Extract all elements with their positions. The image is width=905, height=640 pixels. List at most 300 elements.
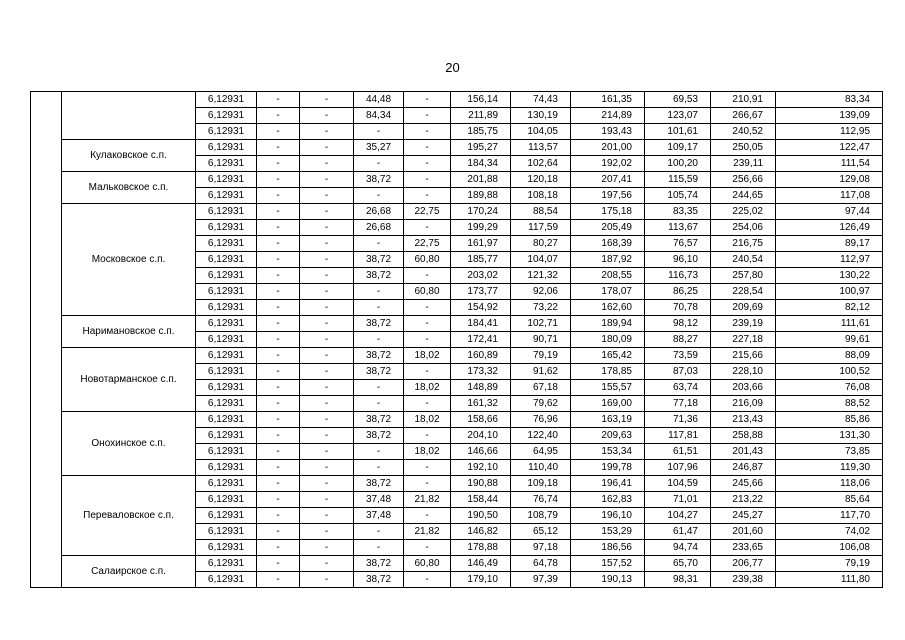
table-cell: 162,83 — [571, 492, 645, 508]
table-cell: - — [354, 156, 404, 172]
table-cell: 195,27 — [451, 140, 511, 156]
table-cell: - — [300, 348, 354, 364]
table-cell: - — [354, 124, 404, 140]
table-cell: - — [300, 316, 354, 332]
table-cell: - — [354, 380, 404, 396]
table-cell: - — [300, 284, 354, 300]
settlement-name: Салаирское с.п. — [62, 556, 196, 588]
table-cell: 258,88 — [711, 428, 776, 444]
table-cell: 201,00 — [571, 140, 645, 156]
table-cell: 208,55 — [571, 268, 645, 284]
table-cell: 80,27 — [511, 236, 571, 252]
table-cell: 74,43 — [511, 92, 571, 108]
table-cell: 172,41 — [451, 332, 511, 348]
table-cell: 254,06 — [711, 220, 776, 236]
table-cell: 6,12931 — [196, 188, 257, 204]
table-cell: - — [404, 300, 451, 316]
table-cell: 35,27 — [354, 140, 404, 156]
table-cell: 160,89 — [451, 348, 511, 364]
table-cell: - — [257, 124, 300, 140]
table-cell: 38,72 — [354, 252, 404, 268]
table-row — [31, 556, 883, 572]
table-cell: - — [257, 172, 300, 188]
table-cell: 6,12931 — [196, 156, 257, 172]
table-cell: 106,08 — [776, 540, 883, 556]
table-cell: 131,30 — [776, 428, 883, 444]
table-cell: 153,34 — [571, 444, 645, 460]
settlement-name: Онохинское с.п. — [62, 412, 196, 476]
table-cell: 102,71 — [511, 316, 571, 332]
table-cell: 6,12931 — [196, 140, 257, 156]
table-cell: - — [300, 524, 354, 540]
table-cell: - — [257, 332, 300, 348]
table-cell: 115,59 — [645, 172, 711, 188]
table-cell: 209,69 — [711, 300, 776, 316]
table-cell: - — [404, 124, 451, 140]
table-cell: 130,19 — [511, 108, 571, 124]
table-cell: 170,24 — [451, 204, 511, 220]
table-cell: 108,18 — [511, 188, 571, 204]
table-cell: 185,77 — [451, 252, 511, 268]
table-cell: 113,67 — [645, 220, 711, 236]
table-cell: - — [404, 156, 451, 172]
table-cell: 204,10 — [451, 428, 511, 444]
table-cell: - — [300, 236, 354, 252]
table-cell: 233,65 — [711, 540, 776, 556]
table-cell: 244,65 — [711, 188, 776, 204]
table-cell: - — [354, 188, 404, 204]
table-cell: 161,35 — [571, 92, 645, 108]
table-cell: 6,12931 — [196, 444, 257, 460]
table-cell: 239,19 — [711, 316, 776, 332]
table-cell: - — [257, 156, 300, 172]
table-cell: 107,96 — [645, 460, 711, 476]
table-cell: 6,12931 — [196, 172, 257, 188]
table-cell: 148,89 — [451, 380, 511, 396]
table-cell: - — [257, 556, 300, 572]
table-cell: - — [300, 364, 354, 380]
table-cell: - — [300, 300, 354, 316]
table-cell: 21,82 — [404, 524, 451, 540]
table-cell: 173,77 — [451, 284, 511, 300]
table-cell: 18,02 — [404, 444, 451, 460]
table-cell: 6,12931 — [196, 460, 257, 476]
table-cell: 104,27 — [645, 508, 711, 524]
table-cell: 225,02 — [711, 204, 776, 220]
table-cell: - — [257, 364, 300, 380]
table-cell: - — [257, 460, 300, 476]
settlement-name: Московское с.п. — [62, 204, 196, 316]
table-cell: - — [300, 380, 354, 396]
table-cell: 111,80 — [776, 572, 883, 588]
table-cell: - — [257, 316, 300, 332]
table-cell: 6,12931 — [196, 108, 257, 124]
table-cell: 102,64 — [511, 156, 571, 172]
table-body — [31, 92, 883, 588]
row-header-cell — [31, 92, 62, 588]
table-cell: - — [300, 412, 354, 428]
table-cell: 88,27 — [645, 332, 711, 348]
table-cell: 158,66 — [451, 412, 511, 428]
table-cell: 201,88 — [451, 172, 511, 188]
table-cell: 215,66 — [711, 348, 776, 364]
table-cell: 6,12931 — [196, 364, 257, 380]
table-cell: 117,70 — [776, 508, 883, 524]
table-cell: 6,12931 — [196, 124, 257, 140]
table-cell: 158,44 — [451, 492, 511, 508]
table-cell: 73,85 — [776, 444, 883, 460]
table-cell: - — [257, 540, 300, 556]
table-cell: - — [354, 236, 404, 252]
table-cell: - — [300, 172, 354, 188]
table-cell: 38,72 — [354, 428, 404, 444]
table-cell: 189,88 — [451, 188, 511, 204]
table-cell: 6,12931 — [196, 284, 257, 300]
table-cell: - — [404, 172, 451, 188]
table-cell: 184,41 — [451, 316, 511, 332]
table-cell: 117,08 — [776, 188, 883, 204]
table-cell: 76,57 — [645, 236, 711, 252]
table-cell: 214,89 — [571, 108, 645, 124]
table-cell: 6,12931 — [196, 396, 257, 412]
table-cell: 100,20 — [645, 156, 711, 172]
table-cell: 6,12931 — [196, 428, 257, 444]
table-cell: - — [300, 156, 354, 172]
table-cell: 123,07 — [645, 108, 711, 124]
table-cell: - — [404, 540, 451, 556]
settlement-name: Переваловское с.п. — [62, 476, 196, 556]
table-cell: 85,86 — [776, 412, 883, 428]
table-cell: 120,18 — [511, 172, 571, 188]
table-cell: 246,87 — [711, 460, 776, 476]
table-cell: 112,97 — [776, 252, 883, 268]
table-cell: - — [404, 508, 451, 524]
table-cell: 6,12931 — [196, 348, 257, 364]
table-cell: - — [257, 252, 300, 268]
table-cell: - — [300, 556, 354, 572]
table-cell: 73,22 — [511, 300, 571, 316]
table-cell: 87,03 — [645, 364, 711, 380]
table-cell: 71,36 — [645, 412, 711, 428]
table-cell: 154,92 — [451, 300, 511, 316]
table-cell: 201,60 — [711, 524, 776, 540]
table-cell: 121,32 — [511, 268, 571, 284]
table-cell: 6,12931 — [196, 556, 257, 572]
table-cell: 216,09 — [711, 396, 776, 412]
table-cell: 82,12 — [776, 300, 883, 316]
table-cell: 193,43 — [571, 124, 645, 140]
table-cell: 201,43 — [711, 444, 776, 460]
table-row — [31, 204, 883, 220]
table-cell: - — [354, 460, 404, 476]
table-cell: 60,80 — [404, 284, 451, 300]
table-cell: - — [257, 140, 300, 156]
table-cell: - — [257, 220, 300, 236]
table-cell: 112,95 — [776, 124, 883, 140]
table-cell: 38,72 — [354, 572, 404, 588]
table-cell: - — [404, 332, 451, 348]
table-cell: 6,12931 — [196, 252, 257, 268]
table-cell: 94,74 — [645, 540, 711, 556]
table-cell: - — [300, 108, 354, 124]
table-cell: 22,75 — [404, 204, 451, 220]
table-row — [31, 92, 883, 108]
table-cell: - — [404, 396, 451, 412]
table-cell: 196,41 — [571, 476, 645, 492]
table-cell: 6,12931 — [196, 300, 257, 316]
table-cell: 139,09 — [776, 108, 883, 124]
table-cell: 190,50 — [451, 508, 511, 524]
table-cell: 18,02 — [404, 412, 451, 428]
table-cell: - — [300, 396, 354, 412]
table-cell: 76,96 — [511, 412, 571, 428]
table-cell: 163,19 — [571, 412, 645, 428]
table-cell: 69,53 — [645, 92, 711, 108]
table-cell: 85,64 — [776, 492, 883, 508]
table-cell: 116,73 — [645, 268, 711, 284]
table-cell: - — [404, 220, 451, 236]
table-row — [31, 348, 883, 364]
table-cell: - — [257, 396, 300, 412]
table-cell: - — [300, 188, 354, 204]
tariff-table — [30, 91, 883, 588]
table-cell: 169,00 — [571, 396, 645, 412]
table-cell: 117,59 — [511, 220, 571, 236]
table-cell: - — [354, 396, 404, 412]
table-cell: 155,57 — [571, 380, 645, 396]
table-cell: 186,56 — [571, 540, 645, 556]
table-cell: 6,12931 — [196, 572, 257, 588]
table-cell: - — [404, 188, 451, 204]
table-cell: 266,67 — [711, 108, 776, 124]
table-cell: - — [404, 316, 451, 332]
table-cell: 197,56 — [571, 188, 645, 204]
table-cell: 117,81 — [645, 428, 711, 444]
table-cell: - — [257, 412, 300, 428]
table-cell: 96,10 — [645, 252, 711, 268]
table-cell: 6,12931 — [196, 476, 257, 492]
settlement-name: Кулаковское с.п. — [62, 140, 196, 172]
table-cell: - — [257, 236, 300, 252]
table-cell: - — [354, 540, 404, 556]
table-cell: - — [257, 348, 300, 364]
table-cell: 185,75 — [451, 124, 511, 140]
table-cell: 79,62 — [511, 396, 571, 412]
table-row — [31, 476, 883, 492]
table-cell: 104,07 — [511, 252, 571, 268]
table-cell: - — [300, 572, 354, 588]
table-cell: - — [300, 92, 354, 108]
table-cell: 111,61 — [776, 316, 883, 332]
table-cell: 228,10 — [711, 364, 776, 380]
table-cell: 153,29 — [571, 524, 645, 540]
table-row — [31, 412, 883, 428]
table-cell: - — [404, 364, 451, 380]
table-cell: 129,08 — [776, 172, 883, 188]
table-cell: 257,80 — [711, 268, 776, 284]
table-cell: - — [404, 428, 451, 444]
table-cell: - — [300, 444, 354, 460]
table-cell: 79,19 — [776, 556, 883, 572]
table-cell: 245,27 — [711, 508, 776, 524]
table-cell: - — [300, 124, 354, 140]
table-cell: 73,59 — [645, 348, 711, 364]
table-cell: 109,18 — [511, 476, 571, 492]
table-cell: - — [300, 540, 354, 556]
table-cell: 65,12 — [511, 524, 571, 540]
table-cell: - — [354, 300, 404, 316]
table-cell: 206,77 — [711, 556, 776, 572]
table-cell: 61,51 — [645, 444, 711, 460]
table-cell: - — [257, 380, 300, 396]
table-cell: 203,66 — [711, 380, 776, 396]
table-cell: 216,75 — [711, 236, 776, 252]
table-cell: 77,18 — [645, 396, 711, 412]
table-cell: 109,17 — [645, 140, 711, 156]
table-cell: 130,22 — [776, 268, 883, 284]
table-cell: - — [257, 572, 300, 588]
table-cell: 165,42 — [571, 348, 645, 364]
table-cell: 113,57 — [511, 140, 571, 156]
table-cell: 79,19 — [511, 348, 571, 364]
table-cell: - — [404, 108, 451, 124]
table-cell: - — [257, 204, 300, 220]
table-cell: 146,82 — [451, 524, 511, 540]
table-cell: - — [257, 300, 300, 316]
table-cell: 126,49 — [776, 220, 883, 236]
table-cell: - — [257, 492, 300, 508]
table-cell: 228,54 — [711, 284, 776, 300]
table-cell: 88,52 — [776, 396, 883, 412]
table-cell: 168,39 — [571, 236, 645, 252]
table-cell: 21,82 — [404, 492, 451, 508]
table-cell: - — [300, 476, 354, 492]
table-cell: 190,88 — [451, 476, 511, 492]
table-cell: 187,92 — [571, 252, 645, 268]
table-cell: 26,68 — [354, 204, 404, 220]
settlement-name: Мальковское с.п. — [62, 172, 196, 204]
table-cell: 210,91 — [711, 92, 776, 108]
table-cell: - — [257, 508, 300, 524]
table-cell: 97,39 — [511, 572, 571, 588]
table-cell: 83,34 — [776, 92, 883, 108]
table-cell: - — [257, 428, 300, 444]
table-cell: 240,52 — [711, 124, 776, 140]
table-row — [31, 140, 883, 156]
table-cell: - — [300, 220, 354, 236]
table-cell: 98,12 — [645, 316, 711, 332]
table-cell: 6,12931 — [196, 236, 257, 252]
table-cell: - — [257, 92, 300, 108]
table-cell: - — [354, 332, 404, 348]
table-cell: 37,48 — [354, 508, 404, 524]
table-cell: 227,18 — [711, 332, 776, 348]
table-cell: 192,10 — [451, 460, 511, 476]
table-cell: 104,59 — [645, 476, 711, 492]
table-cell: 38,72 — [354, 268, 404, 284]
table-cell: 64,78 — [511, 556, 571, 572]
table-cell: 175,18 — [571, 204, 645, 220]
table-cell: 88,09 — [776, 348, 883, 364]
table-cell: 173,32 — [451, 364, 511, 380]
table-cell: 92,06 — [511, 284, 571, 300]
table-cell: 111,54 — [776, 156, 883, 172]
table-cell: - — [354, 524, 404, 540]
table-cell: 240,54 — [711, 252, 776, 268]
table-cell: 64,95 — [511, 444, 571, 460]
table-cell: - — [404, 140, 451, 156]
table-cell: 161,32 — [451, 396, 511, 412]
table-cell: 179,10 — [451, 572, 511, 588]
table-cell: 203,02 — [451, 268, 511, 284]
table-cell: 37,48 — [354, 492, 404, 508]
table-cell: 6,12931 — [196, 508, 257, 524]
table-cell: 178,88 — [451, 540, 511, 556]
table-cell: 256,66 — [711, 172, 776, 188]
table-cell: 6,12931 — [196, 316, 257, 332]
table-cell: 38,72 — [354, 412, 404, 428]
table-cell: - — [257, 268, 300, 284]
table-cell: 71,01 — [645, 492, 711, 508]
table-cell: 108,79 — [511, 508, 571, 524]
table-cell: 38,72 — [354, 364, 404, 380]
table-cell: - — [300, 204, 354, 220]
table-row — [31, 316, 883, 332]
table-cell: 211,89 — [451, 108, 511, 124]
settlement-name — [62, 92, 196, 140]
table-cell: 156,14 — [451, 92, 511, 108]
table-cell: 84,34 — [354, 108, 404, 124]
table-cell: 122,40 — [511, 428, 571, 444]
page-number: 20 — [445, 60, 460, 75]
table-cell: - — [257, 476, 300, 492]
table-cell: 61,47 — [645, 524, 711, 540]
table-cell: 6,12931 — [196, 380, 257, 396]
table-cell: - — [300, 252, 354, 268]
table-cell: 6,12931 — [196, 524, 257, 540]
table-cell: - — [300, 268, 354, 284]
table-cell: 90,71 — [511, 332, 571, 348]
table-cell: 100,97 — [776, 284, 883, 300]
table-cell: 6,12931 — [196, 268, 257, 284]
table-cell: - — [257, 108, 300, 124]
table-cell: 6,12931 — [196, 492, 257, 508]
table-cell: 199,29 — [451, 220, 511, 236]
settlement-name: Новотарманское с.п. — [62, 348, 196, 412]
table-cell: - — [300, 460, 354, 476]
table-cell: - — [300, 492, 354, 508]
table-cell: 101,61 — [645, 124, 711, 140]
table-cell: - — [257, 284, 300, 300]
table-cell: - — [300, 140, 354, 156]
table-cell: 86,25 — [645, 284, 711, 300]
table-cell: 97,44 — [776, 204, 883, 220]
table-cell: - — [354, 284, 404, 300]
table-cell: - — [300, 428, 354, 444]
table-cell: 6,12931 — [196, 204, 257, 220]
table-cell: 180,09 — [571, 332, 645, 348]
table-cell: 91,62 — [511, 364, 571, 380]
table-cell: 192,02 — [571, 156, 645, 172]
table-cell: 162,60 — [571, 300, 645, 316]
table-cell: 205,49 — [571, 220, 645, 236]
table-cell: - — [404, 476, 451, 492]
table-cell: 60,80 — [404, 556, 451, 572]
table-cell: 89,17 — [776, 236, 883, 252]
table-cell: 239,38 — [711, 572, 776, 588]
table-cell: - — [257, 444, 300, 460]
table-cell: 110,40 — [511, 460, 571, 476]
